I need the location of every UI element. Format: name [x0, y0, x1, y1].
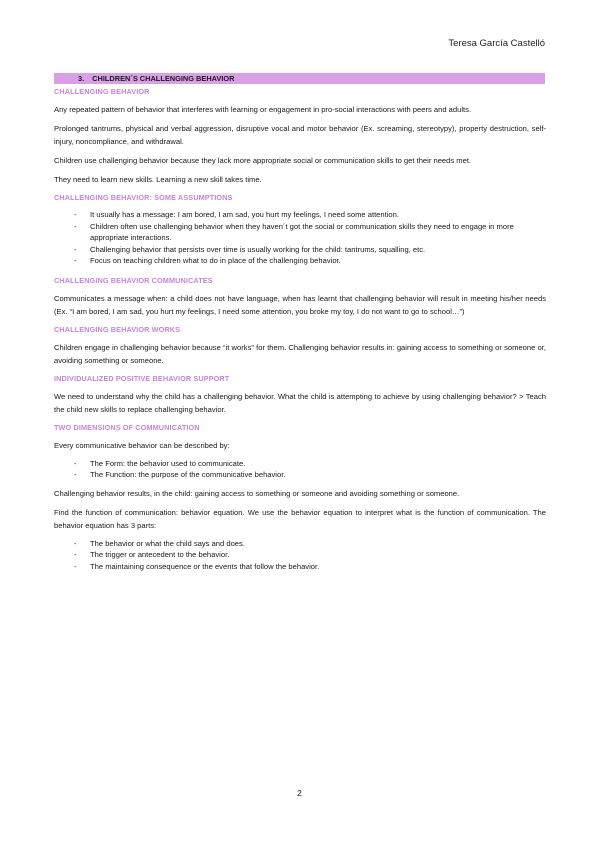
paragraph: Prolonged tantrums, physical and verbal aggression, disruptive vocal and motor behavior (Ex. screaming, stereotypy), property destruction, self-injury, noncompliance, and withdrawal. [54, 124, 546, 146]
paragraph: Find the function of communication: behavior equation. We use the behavior equation to interpret what is the function of communication. The behavior equation has 3 parts: [54, 507, 546, 530]
paragraph: Children use challenging behavior because they lack more appropriate social or communication skills to get their needs met. [54, 156, 472, 165]
list-item: - The Function: the purpose of the communicative behavior. [74, 470, 286, 479]
paragraph: Communicates a message when: a child does not have language, when has learnt that challenging behavior will result in meeting his/her needs (Ex. “I am bored, I am sad, you hurt my feelings, I need some attention, you broke my toy, I do not want to go to school…”) [54, 293, 546, 316]
paragraph: They need to learn new skills. Learning a new skill takes time. [54, 175, 262, 184]
subheading-assumptions: CHALLENGING BEHAVIOR: SOME ASSUMPTIONS [54, 193, 233, 202]
assumptions-list [54, 209, 546, 267]
subheading-communicates: CHALLENGING BEHAVIOR COMMUNICATES [54, 275, 213, 285]
paragraph: Every communicative behavior can be described by: [54, 440, 230, 450]
paragraph: We need to understand why the child has a challenging behavior. What the child is attempting to achieve by using challenging behavior? > Teach the child new skills to replace challenging behavior. [54, 391, 546, 414]
section-title: CHILDREN´S CHALLENGING BEHAVIOR [92, 74, 235, 83]
list-item: - The maintaining consequence or the events that follow the behavior. [74, 561, 320, 571]
list-item: - Challenging behavior that persists over time is usually working for the child: tantrums, squalling, etc. [74, 244, 426, 254]
subheading-two-dimensions: TWO DIMENSIONS OF COMMUNICATION [54, 422, 200, 432]
list-item: - The trigger or antecedent to the behavior. [74, 550, 230, 559]
section-number: 3. [78, 74, 85, 83]
page-number: 2 [297, 788, 302, 798]
header-author: Teresa García Castelló [448, 38, 545, 49]
list-item: - Focus on teaching children what to do in place of the challenging behavior. [74, 256, 341, 265]
paragraph: Children engage in challenging behavior because “it works” for them. Challenging behavior results in: gaining access to something or someone or, avoiding something or someone. [54, 342, 546, 365]
subheading-works: CHALLENGING BEHAVIOR WORKS [54, 324, 181, 334]
list-item: - The Form: the behavior used to communicate. [74, 458, 246, 468]
subheading-challenging-behavior: CHALLENGING BEHAVIOR [54, 87, 150, 96]
list-item: - It usually has a message: I am bored, I am sad, you hurt my feelings, I need some attention. [74, 210, 399, 219]
section-heading [54, 73, 545, 84]
paragraph: Any repeated pattern of behavior that interferes with learning or engagement in pro-social interactions with peers and adults. [54, 105, 472, 114]
dimensions-list [54, 458, 546, 481]
list-item: - Children often use challenging behavior when they haven´t got the social or communication skills they need to engage in more appropriate interactions. [74, 221, 514, 242]
paragraph: Challenging behavior results, in the child: gaining access to something or someone and avoiding something or someone. [54, 488, 460, 498]
equation-parts-list [54, 538, 546, 573]
subheading-positive-support: INDIVIDUALIZED POSITIVE BEHAVIOR SUPPORT [54, 373, 230, 383]
document-body [54, 86, 546, 572]
list-item: - The behavior or what the child says and does. [74, 538, 245, 548]
